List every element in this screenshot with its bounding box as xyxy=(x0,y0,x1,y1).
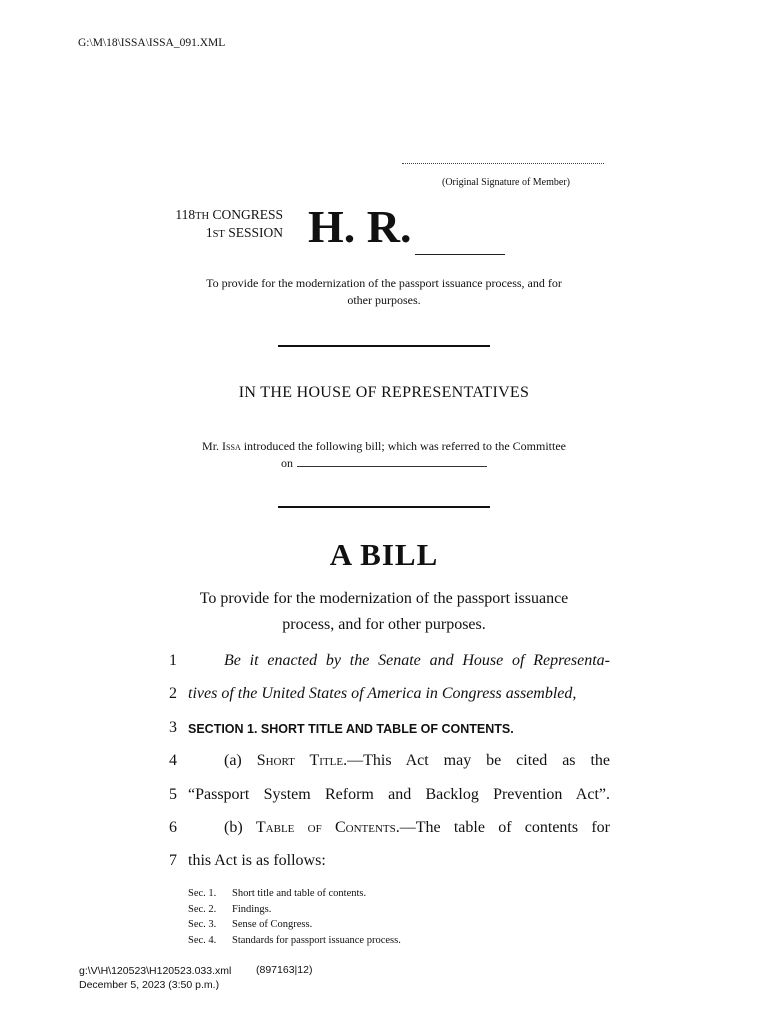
toc-entry: Sec. 4. Standards for passport issuance process. xyxy=(188,934,401,946)
session-line: 1ST SESSION xyxy=(205,225,283,240)
introduction-statement xyxy=(150,438,618,472)
bill-summary xyxy=(150,275,618,309)
line-text: (b) Table of Contents.—The table of contents for xyxy=(224,819,610,836)
footer-file-path: g:\V\H\120523\H120523.033.xml xyxy=(79,965,232,977)
long-title-line-2: process, and for other purposes. xyxy=(282,616,486,633)
line-text: tives of the United States of America in Congress assembled, xyxy=(188,685,577,702)
numbered-line xyxy=(150,685,610,707)
sponsor-name: Issa xyxy=(222,439,241,453)
line-number: 1 xyxy=(169,652,177,669)
toc-entry: Sec. 1. Short title and table of contents. xyxy=(188,888,367,899)
signature-caption: (Original Signature of Member) xyxy=(441,177,571,188)
signature-line xyxy=(402,163,604,164)
line-number: 2 xyxy=(169,685,177,702)
congress-session-block xyxy=(140,207,283,243)
summary-line-2: other purposes. xyxy=(347,293,421,307)
line-text: “Passport System Reform and Backlog Prevention Act”. xyxy=(188,786,610,803)
divider-rule xyxy=(278,506,490,508)
numbered-line xyxy=(150,652,610,674)
table-of-contents xyxy=(188,886,401,948)
toc-entry: Sec. 2. Findings. xyxy=(188,903,272,915)
bill-number-blank xyxy=(415,254,505,255)
chamber-heading: IN THE HOUSE OF REPRESENTATIVES xyxy=(238,384,530,401)
long-title xyxy=(150,586,618,638)
numbered-line xyxy=(150,719,610,741)
numbered-line xyxy=(150,752,610,774)
introduction-line-2: on xyxy=(150,455,618,472)
line-number: 7 xyxy=(169,852,177,869)
line-text: (a) Short Title.—This Act may be cited as the xyxy=(224,752,610,769)
subsection-heading: Short Title xyxy=(256,752,344,769)
line-text: Be it enacted by the Senate and House of Representa- xyxy=(224,652,610,669)
footer-document-id: (897163|12) xyxy=(256,964,313,976)
introduction-line-1: Mr. Issa introduced the following bill; which was referred to the Committee xyxy=(202,439,566,453)
toc-entry: Sec. 3. Sense of Congress. xyxy=(188,919,313,930)
line-text: this Act is as follows: xyxy=(188,852,326,869)
numbered-line xyxy=(150,786,610,808)
line-number: 5 xyxy=(169,786,177,803)
numbered-line xyxy=(150,852,610,874)
section-heading: SECTION 1. SHORT TITLE AND TABLE OF CONTENTS. xyxy=(188,722,514,736)
bill-designation: H. R. xyxy=(308,201,412,252)
subsection-heading: Table of Contents xyxy=(255,819,396,836)
footer-date: December 5, 2023 (3:50 p.m.) xyxy=(79,979,220,991)
long-title-line-1: To provide for the modernization of the passport issuance xyxy=(199,590,569,607)
file-path: G:\M\18\ISSA\ISSA_091.XML xyxy=(78,37,226,49)
line-number: 6 xyxy=(169,819,177,836)
congress-line: 118TH CONGRESS xyxy=(175,207,283,222)
divider-rule xyxy=(278,345,490,347)
line-number: 4 xyxy=(169,752,177,769)
numbered-line xyxy=(150,819,610,841)
bill-title: A BILL xyxy=(329,537,439,572)
line-number: 3 xyxy=(169,719,177,736)
summary-line-1: To provide for the modernization of the passport issuance process, and for xyxy=(206,276,562,290)
committee-blank xyxy=(297,455,487,467)
